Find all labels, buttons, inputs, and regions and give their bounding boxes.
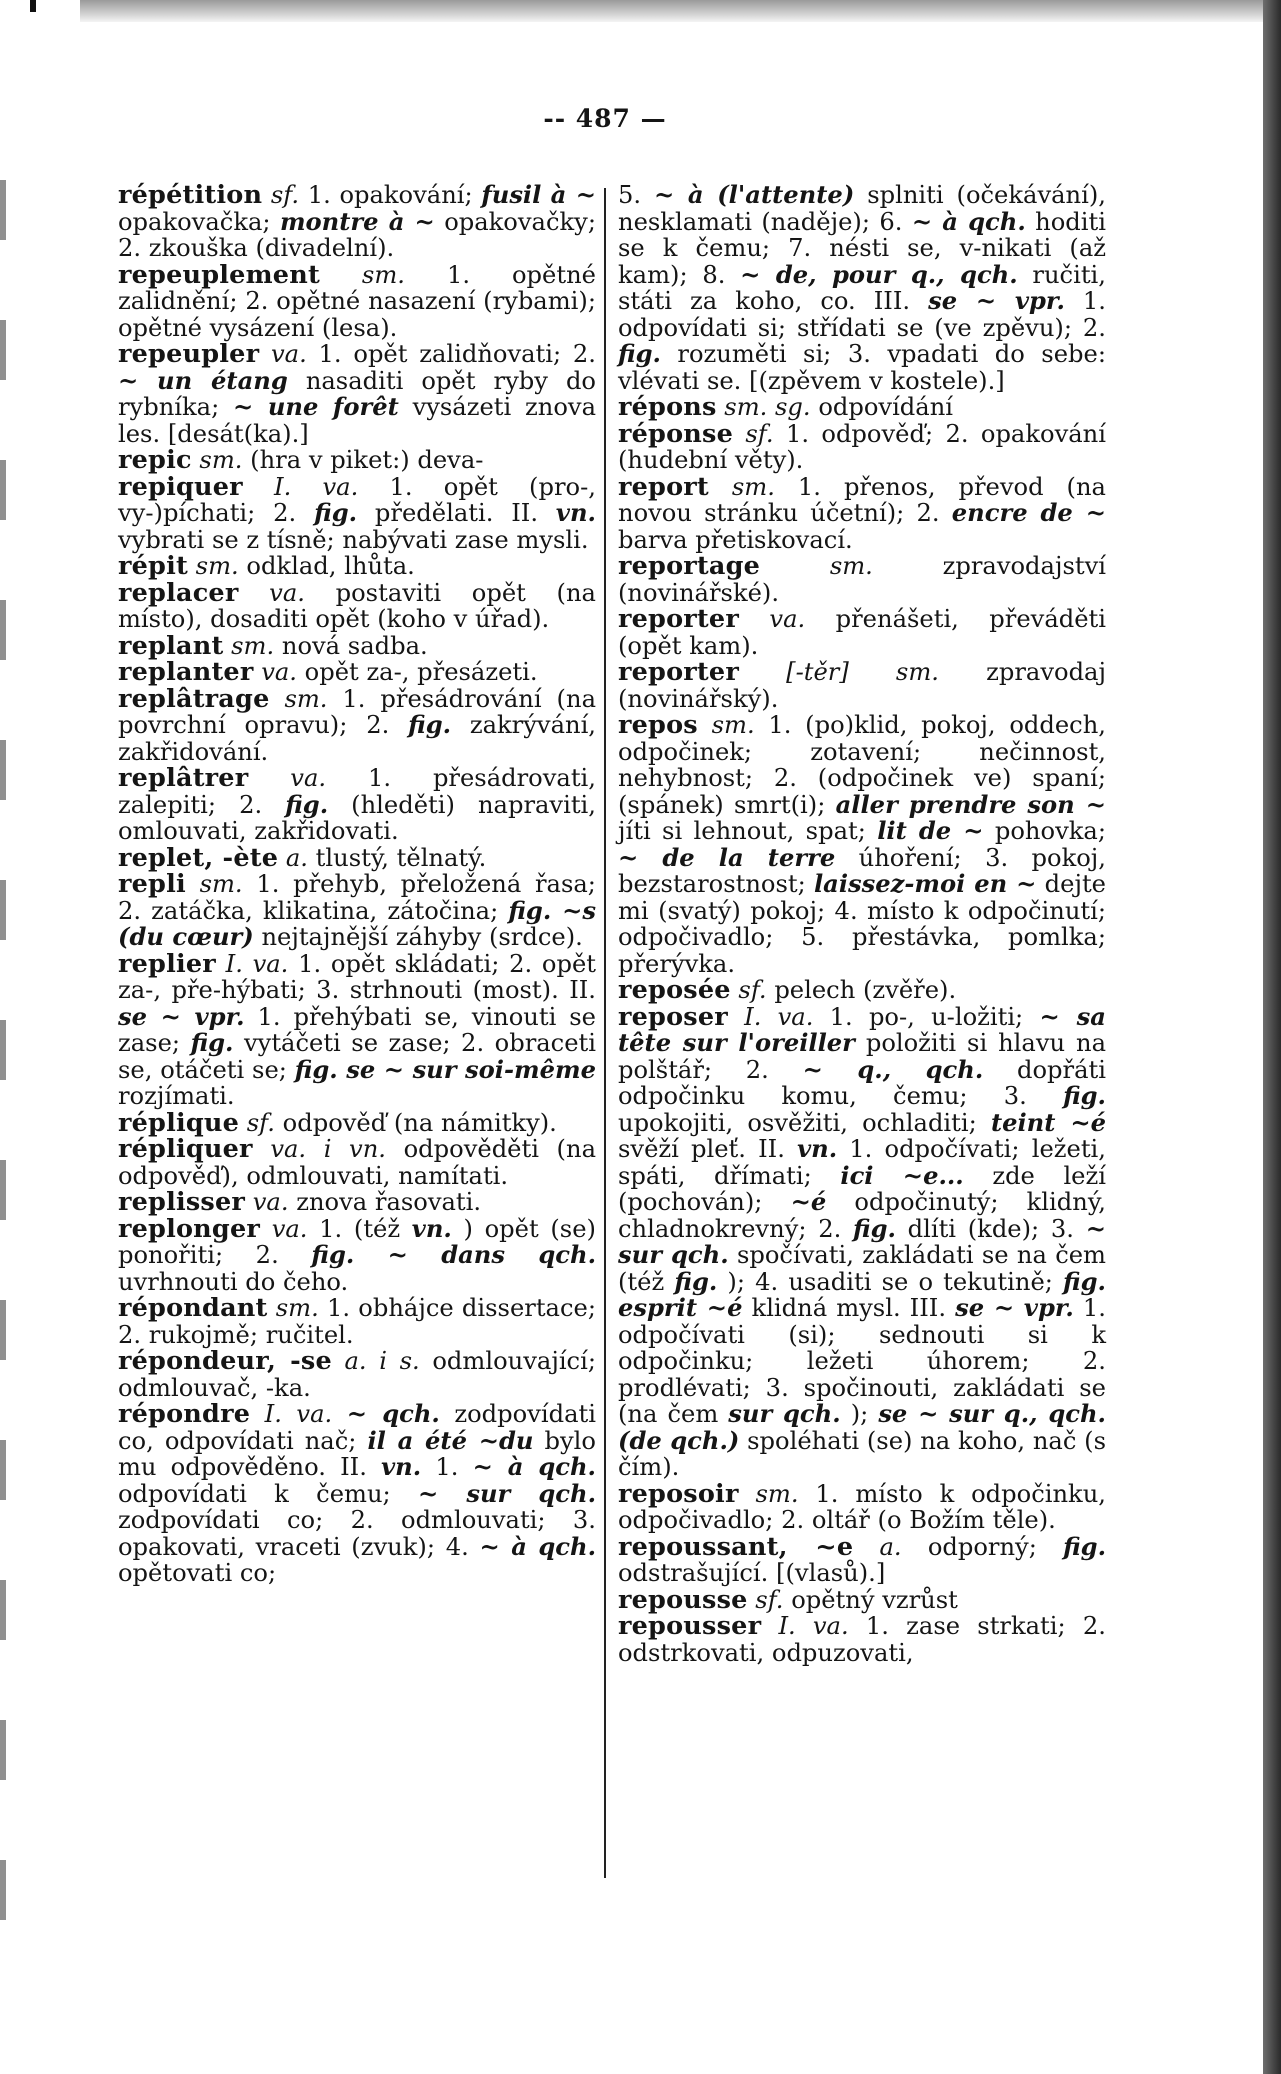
headword: repousse	[618, 1584, 748, 1615]
definition-text: tlustý, tělnatý.	[315, 843, 487, 872]
grammar-label: sf.	[246, 1108, 275, 1137]
definition-text: ) opět (se) ponořiti; 2.	[118, 1214, 596, 1269]
grammar-label: sf.	[745, 419, 774, 448]
definition-text: odklad, lhůta.	[246, 552, 415, 580]
definition-text: 1. (též	[319, 1214, 401, 1243]
example-phrase: ~ sur qch.	[618, 1213, 1106, 1269]
definition-text: znova řasovati.	[296, 1188, 482, 1216]
example-phrase: fig.	[618, 339, 661, 368]
definition-text: 1. zase strkati; 2. odstrkovati, odpuzovati,	[618, 1612, 1106, 1667]
definition-text: spočívati, zakládati se na čem (též	[618, 1241, 1106, 1296]
grammar-label: va.	[271, 340, 307, 368]
definition-text: 1. opět skládati; 2. opět za-, pře-hýbati; 3. strhnouti (most). II.	[118, 949, 596, 1004]
example-phrase: sur qch.	[728, 1399, 841, 1428]
definition-text: ručiti, státi za koho, co. III.	[618, 260, 1106, 315]
definition-text: );	[850, 1400, 869, 1428]
definition-text: odpočinutý; klidný, chladnokrevný; 2.	[618, 1188, 1106, 1243]
example-phrase: vn.	[555, 498, 596, 527]
definition-text: 1. odpověď; 2. opakování (hudební věty).	[618, 419, 1106, 474]
left-column	[118, 182, 596, 1587]
definition-text: zakrývání, zakřidování.	[118, 711, 596, 766]
headword: replâtrer	[118, 763, 249, 793]
grammar-label: sm.	[731, 472, 775, 501]
dictionary-entry	[618, 394, 1106, 421]
definition-text: odpovídati k čemu;	[118, 1479, 391, 1508]
definition-text: klidná mysl. III.	[751, 1294, 947, 1322]
example-phrase: fusil à ~	[481, 180, 596, 209]
example-phrase: ~ sa tête sur l'oreiller	[618, 1001, 1106, 1057]
headword: replâtrage	[118, 683, 270, 714]
example-phrase: se ~ vpr.	[118, 1001, 245, 1031]
dictionary-entry	[118, 1348, 596, 1401]
dictionary-entry	[118, 630, 596, 661]
example-phrase: fig. se ~ sur soi-même	[294, 1054, 596, 1084]
dictionary-entry	[618, 553, 1106, 606]
dictionary-entry	[118, 871, 596, 951]
dictionary-entry	[118, 1213, 596, 1296]
headword: reposer	[618, 1001, 728, 1032]
definition-text: položiti si hlavu na polštář; 2.	[618, 1029, 1106, 1084]
definition-text: 1. odpočívati; ležeti, spáti, dřímati;	[618, 1135, 1106, 1190]
definition-text: 1. odpovídati si; střídati se (ve zpěvu); 2.	[618, 287, 1106, 342]
definition-text: 1. opět zalidňovati; 2.	[318, 340, 596, 368]
headword: répons	[618, 392, 717, 422]
example-phrase: fig. esprit ~é	[618, 1266, 1106, 1322]
definition-text: 1. přehyb, přeložená řasa; 2. zatáčka, klikatina, zátočina;	[118, 870, 596, 925]
grammar-label: sf.	[755, 1585, 784, 1614]
dictionary-entry	[118, 683, 596, 766]
grammar-label: va. i vn.	[270, 1135, 386, 1163]
example-phrase: fig.	[190, 1028, 234, 1057]
headword: reporter	[618, 604, 739, 634]
example-phrase: fig. ~ dans qch.	[311, 1240, 596, 1269]
scan-top-shadow	[80, 0, 1263, 22]
example-phrase: ~é	[790, 1187, 827, 1216]
example-phrase: ~ de la terre	[618, 842, 836, 872]
definition-text: dopřáti odpočinku komu, čemu; 3.	[618, 1055, 1106, 1110]
scan-edge-mark	[30, 0, 36, 12]
example-phrase: ~ une forêt	[233, 392, 399, 421]
headword: répondant	[118, 1293, 268, 1323]
headword: repoussant, ~e	[618, 1531, 854, 1562]
definition-text: pohovka;	[994, 817, 1106, 845]
example-phrase: fig.	[285, 789, 329, 819]
example-phrase: il a été ~du	[367, 1425, 534, 1455]
definition-text: zpravodaj (novinářský).	[618, 658, 1106, 713]
definition-text: 1. přenos, převod (na novou stránku účetní); 2.	[618, 472, 1106, 527]
headword: répit	[118, 551, 188, 581]
grammar-label: va.	[271, 1214, 308, 1243]
headword: repousser	[618, 1611, 762, 1641]
example-phrase: fig.	[674, 1266, 718, 1296]
example-phrase: ~ de, pour q., qch.	[740, 259, 1018, 289]
dictionary-entry	[618, 1613, 1106, 1666]
definition-text: barva přetiskovací.	[618, 525, 853, 554]
definition-text: bylo mu odpověděno. II.	[118, 1426, 596, 1481]
grammar-label: sm.	[755, 1479, 799, 1508]
definition-text: dejte mi (svatý) pokoj; 4. místo k odpočinutí; odpočivadlo; 5. přestávka, pomlka; přerývka.	[618, 870, 1106, 978]
right-column	[618, 182, 1106, 1666]
example-phrase: ~ sur qch.	[418, 1478, 596, 1508]
grammar-label: sm.	[231, 631, 275, 660]
grammar-label: va.	[269, 578, 305, 607]
grammar-label: sm.	[361, 260, 405, 289]
page-number: -- 487 —	[543, 104, 667, 133]
grammar-label: sm.	[195, 552, 239, 580]
definition-text: odpovídání	[818, 393, 954, 421]
entry-continuation	[618, 182, 1106, 394]
definition-text: opakovačky; 2. zkouška (divadelní).	[118, 207, 596, 262]
grammar-label: sm.	[711, 711, 755, 739]
definition-text: odstrašující. [(vlasů).]	[618, 1559, 886, 1587]
headword: reposée	[618, 975, 731, 1005]
grammar-label: sm.	[199, 446, 243, 474]
example-phrase: vn.	[381, 1452, 422, 1481]
example-phrase: se ~ sur q., qch. (de qch.)	[618, 1399, 1106, 1455]
headword: replet, -ète	[118, 842, 279, 873]
headword: replier	[118, 948, 216, 979]
grammar-label: va.	[252, 1188, 289, 1216]
dictionary-entry	[118, 659, 596, 686]
grammar-label: sf.	[270, 181, 300, 209]
headword: repiquer	[118, 471, 243, 502]
grammar-label: va.	[261, 658, 297, 686]
example-phrase: encre de ~	[951, 498, 1106, 527]
example-phrase: ~ à (l'attente)	[654, 180, 855, 209]
definition-text: vybrati se z tísně; nabývati zase mysli.	[118, 525, 589, 554]
grammar-label: sm.	[284, 684, 328, 713]
example-phrase: lit de ~	[877, 816, 984, 845]
dictionary-entry	[118, 259, 596, 342]
definition-text: 1. opakování;	[307, 181, 473, 209]
example-phrase: vn.	[411, 1213, 452, 1243]
headword: répétition	[118, 180, 263, 210]
definition-text: hoditi se k čemu; 7. nésti se, v-nikati (až kam); 8.	[618, 207, 1106, 289]
definition-text: odpověď (na námitky).	[282, 1108, 557, 1137]
headword: reposoir	[618, 1478, 739, 1509]
headword: repeupler	[118, 339, 260, 369]
definition-text: 1.	[435, 1453, 459, 1481]
example-phrase: montre à ~	[279, 206, 435, 236]
definition-text: splniti (očekávání), nesklamati (naděje); 6.	[618, 181, 1106, 236]
grammar-label: a.	[285, 843, 308, 872]
dictionary-entry	[618, 659, 1106, 712]
example-phrase: teint ~é	[990, 1107, 1106, 1137]
definition-text: odmlouvající; odmlouvač, -ka.	[118, 1347, 596, 1402]
dictionary-entry	[618, 1584, 1106, 1615]
dictionary-entry	[618, 1478, 1106, 1534]
definition-text: rozuměti si; 3. vpadati do sebe: vlévati se. [(zpěvem v kostele).]	[618, 340, 1106, 395]
example-phrase: se ~ vpr.	[955, 1293, 1074, 1322]
definition-text: ); 4. usaditi se o tekutině;	[727, 1267, 1053, 1296]
definition-text: jíti si lehnout, spat;	[618, 817, 866, 845]
definition-text: nejtajnější záhyby (srdce).	[261, 923, 583, 951]
headword: replisser	[118, 1187, 246, 1217]
definition-text: 1. opět (pro-, vy-)píchati; 2.	[118, 472, 596, 527]
grammar-label: I. va.	[264, 1400, 333, 1428]
definition-text: 1. přesádrování (na povrchní opravu); 2.	[118, 684, 596, 739]
definition-text: předělati. II.	[374, 499, 539, 527]
definition-text: 5.	[618, 181, 642, 209]
definition-text: 1. přehýbati se, vinouti se zase;	[118, 1002, 596, 1057]
example-phrase: ~ qch.	[346, 1399, 440, 1428]
dictionary-entry	[618, 712, 1106, 977]
grammar-label: va.	[290, 764, 327, 792]
headword: report	[618, 471, 709, 502]
definition-text: spoléhati (se) na koho, nač (s čím).	[618, 1426, 1106, 1481]
grammar-label: sm.	[275, 1294, 319, 1322]
headword: repos	[618, 710, 698, 740]
headword: replacer	[118, 577, 239, 608]
dictionary-entry	[118, 1401, 596, 1587]
dictionary-entry	[118, 341, 596, 447]
definition-text: opětovati co;	[118, 1559, 277, 1587]
headword: replant	[118, 630, 224, 661]
definition-text: dlíti (kde); 3.	[907, 1214, 1074, 1243]
dictionary-entry	[118, 1295, 596, 1348]
headword: répondre	[118, 1399, 251, 1429]
definition-text: zde leží (pochován);	[618, 1161, 1106, 1216]
dictionary-entry	[118, 577, 596, 633]
dictionary-entry	[618, 1531, 1106, 1587]
definition-text: opětný vzrůst	[791, 1585, 958, 1614]
dictionary-entry	[618, 1001, 1106, 1481]
definition-text: přenášeti, převáděti (opět kam).	[618, 605, 1106, 660]
headword: reportage	[618, 551, 761, 581]
definition-text: úhoření; 3. pokoj, bezstarostnost;	[618, 843, 1106, 898]
example-phrase: ici ~e...	[840, 1160, 964, 1190]
example-phrase: aller prendre son ~	[835, 789, 1106, 819]
definition-text: vytáčeti se zase; 2. obraceti se, otáčeti se;	[118, 1029, 596, 1084]
example-phrase: fig.	[852, 1213, 896, 1243]
definition-text: 1. přesádrovati, zalepiti; 2.	[118, 764, 596, 819]
grammar-label: [-těr] sm.	[786, 658, 939, 686]
definition-text: vysázeti znova les. [desát(ka).]	[118, 393, 596, 448]
dictionary-entry	[118, 471, 596, 554]
example-phrase: ~ un étang	[118, 365, 288, 395]
grammar-label: I. va.	[778, 1612, 849, 1640]
definition-text: 1. po-, u-ložiti;	[829, 1002, 1024, 1031]
dictionary-entry	[118, 1136, 596, 1189]
definition-text: (hleděti) napraviti, omlouvati, zakřidovati.	[118, 790, 596, 845]
definition-text: postaviti opět (na místo), dosaditi opět (koho v úřad).	[118, 578, 596, 633]
definition-text: zodpovídati co; 2. odmlouvati; 3. opakovati, vraceti (zvuk); 4.	[118, 1506, 596, 1561]
definition-text: nová sadba.	[281, 631, 428, 660]
dictionary-entry	[118, 553, 596, 580]
headword: repic	[118, 445, 192, 475]
grammar-label: sf.	[738, 976, 767, 1004]
definition-text: 1. obhájce dissertace; 2. rukojmě; ručitel.	[118, 1294, 596, 1349]
dictionary-entry	[118, 1189, 596, 1216]
definition-text: 1. opětné zalidnění; 2. opětné nasazení (rybami); opětné vysázení (lesa).	[118, 260, 596, 342]
scan-edge-dashes	[0, 180, 6, 1980]
headword: réplique	[118, 1107, 240, 1138]
headword: répondeur, -se	[118, 1346, 332, 1376]
dictionary-entry	[618, 606, 1106, 659]
grammar-label: I. va.	[744, 1002, 814, 1031]
example-phrase: ~ à qch.	[479, 1531, 596, 1561]
column-divider	[604, 188, 606, 1878]
definition-text: 1. (po)klid, pokoj, oddech, odpočinek; zotavení; nečinnost, nehybnost; 2. (odpočinek ve) spaní; (spánek) smrt(i);	[618, 711, 1106, 819]
grammar-label: a. i s.	[344, 1347, 420, 1375]
example-phrase: fig.	[1063, 1531, 1106, 1561]
dictionary-entry	[618, 471, 1106, 554]
grammar-label: a.	[879, 1532, 902, 1561]
grammar-label: sm.	[199, 870, 243, 898]
definition-text: opakovačka;	[118, 207, 271, 236]
headword: repeuplement	[118, 259, 320, 290]
grammar-label: sm.	[829, 552, 873, 580]
headword: réponse	[618, 418, 734, 449]
headword: répliquer	[118, 1134, 253, 1164]
example-phrase: ~ q., qch.	[802, 1054, 984, 1084]
example-phrase: fig.	[408, 710, 452, 739]
headword: repli	[118, 869, 186, 899]
definition-text: (hra v piket:) deva-	[250, 446, 484, 474]
headword: replanter	[118, 657, 254, 687]
example-phrase: fig. ~s (du cœur)	[118, 895, 596, 951]
dictionary-entry	[118, 765, 596, 845]
definition-text: zodpovídati co, odpovídati nač;	[118, 1400, 596, 1455]
grammar-label: sm. sg.	[724, 393, 811, 421]
grammar-label: I. va.	[274, 472, 359, 501]
definition-text: uvrhnouti do čeho.	[118, 1267, 349, 1296]
dictionary-entry	[618, 418, 1106, 474]
example-phrase: ~ à qch.	[472, 1452, 596, 1481]
example-phrase: ~ à qch.	[911, 206, 1026, 236]
dictionary-entry	[118, 842, 596, 873]
definition-text: odpověděti (na odpověď), odmlouvati, namítati.	[118, 1135, 596, 1190]
dictionary-entry	[118, 1107, 596, 1138]
example-phrase: vn.	[797, 1134, 838, 1163]
dictionary-entry	[618, 977, 1106, 1004]
definition-text: svěží pleť. II.	[618, 1135, 785, 1163]
scan-right-shadow	[1263, 0, 1281, 2074]
definition-text: opět za-, přesázeti.	[304, 658, 538, 686]
grammar-label: va.	[769, 605, 806, 633]
definition-text: zpravodajství (novinářské).	[618, 552, 1106, 607]
headword: replonger	[118, 1213, 261, 1244]
dictionary-entry	[118, 948, 596, 1110]
definition-text: nasaditi opět ryby do rybníka;	[118, 366, 596, 421]
definition-text: upokojiti, osvěžiti, ochladiti;	[618, 1108, 977, 1137]
definition-text: 1. místo k odpočinku, odpočivadlo; 2. oltář (o Božím těle).	[618, 1479, 1106, 1534]
definition-text: pelech (zvěře).	[774, 976, 957, 1004]
definition-text: rozjímati.	[118, 1082, 235, 1110]
definition-text: odporný;	[927, 1532, 1037, 1561]
example-phrase: fig.	[1063, 1081, 1106, 1110]
definition-text: 1. odpočívati (si); sednouti si k odpočinku; ležeti úhorem; 2. prodlévati; 3. spočinouti, zakládati se (na čem	[618, 1294, 1106, 1428]
grammar-label: I. va.	[225, 949, 289, 978]
dictionary-entry	[118, 182, 596, 262]
example-phrase: laissez-moi en ~	[813, 869, 1037, 898]
example-phrase: se ~ vpr.	[928, 286, 1065, 315]
example-phrase: fig.	[314, 498, 358, 527]
headword: reporter	[618, 657, 739, 687]
dictionary-entry	[118, 447, 596, 474]
